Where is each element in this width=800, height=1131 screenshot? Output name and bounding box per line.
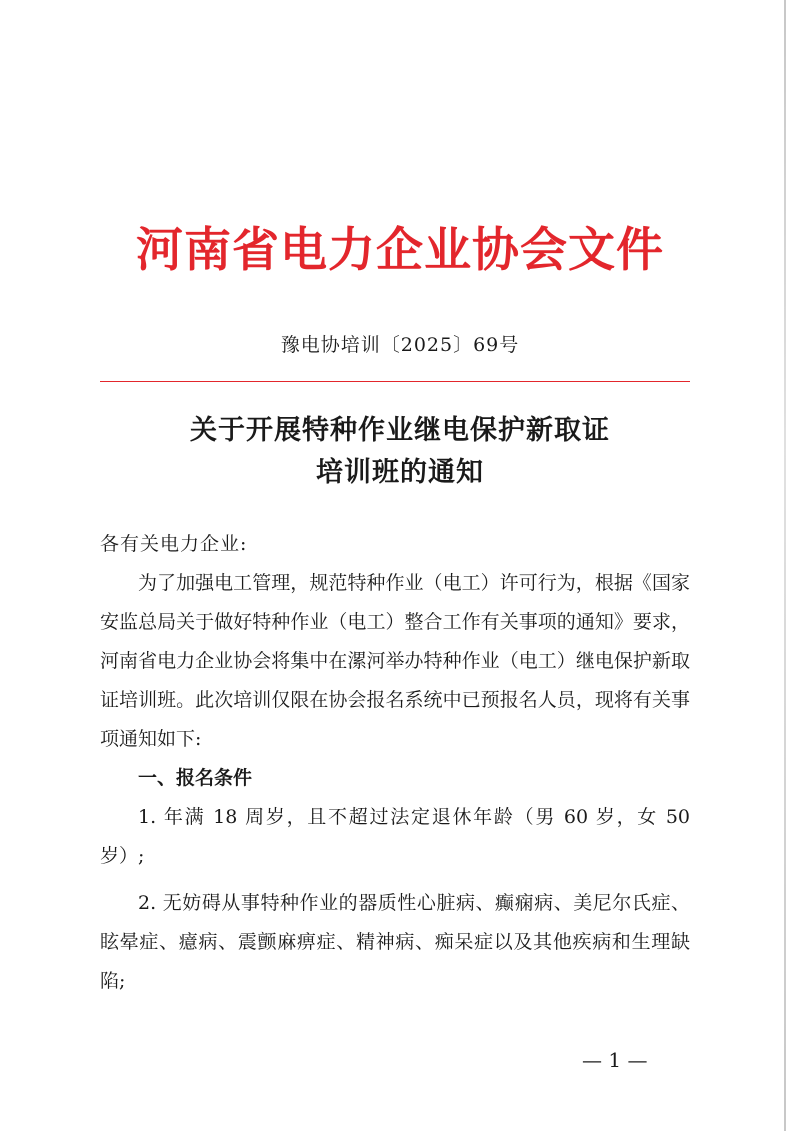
notice-title-line-2: 培训班的通知 xyxy=(316,457,484,488)
salutation: 各有关电力企业: xyxy=(100,533,248,555)
red-divider-line xyxy=(100,381,690,382)
scan-edge xyxy=(784,0,786,1131)
intro-paragraph: 为了加强电工管理，规范特种作业（电工）许可行为，根据《国家安监总局关于做好特种作业（电工）整合工作有关事项的通知》要求，河南省电力企业协会将集中在漯河举办特种作业（电工）继电保护新取证培训班。此次培训仅限在协会报名系统中已预报名人员，现将有关事项通知如下: xyxy=(100,572,690,750)
condition-item-2: 2. 无妨碍从事特种作业的器质性心脏病、癫痫病、美尼尔氏症、眩晕症、癔病、震颤麻痹症、精神病、痴呆症以及其他疾病和生理缺陷; xyxy=(100,892,690,992)
section-heading-registration: 一、报名条件 xyxy=(138,767,253,789)
org-document-title: 河南省电力企业协会文件 xyxy=(136,223,664,278)
page-number: — 1 — xyxy=(582,1048,648,1072)
notice-title-line-1: 关于开展特种作业继电保护新取证 xyxy=(190,415,610,446)
document-number: 豫电协培训〔2025〕69号 xyxy=(280,334,520,356)
document-body xyxy=(100,525,690,1001)
condition-item-1: 1. 年满 18 周岁，且不超过法定退休年龄（男 60 岁，女 50 岁）; xyxy=(100,806,690,867)
notice-title xyxy=(0,410,800,494)
